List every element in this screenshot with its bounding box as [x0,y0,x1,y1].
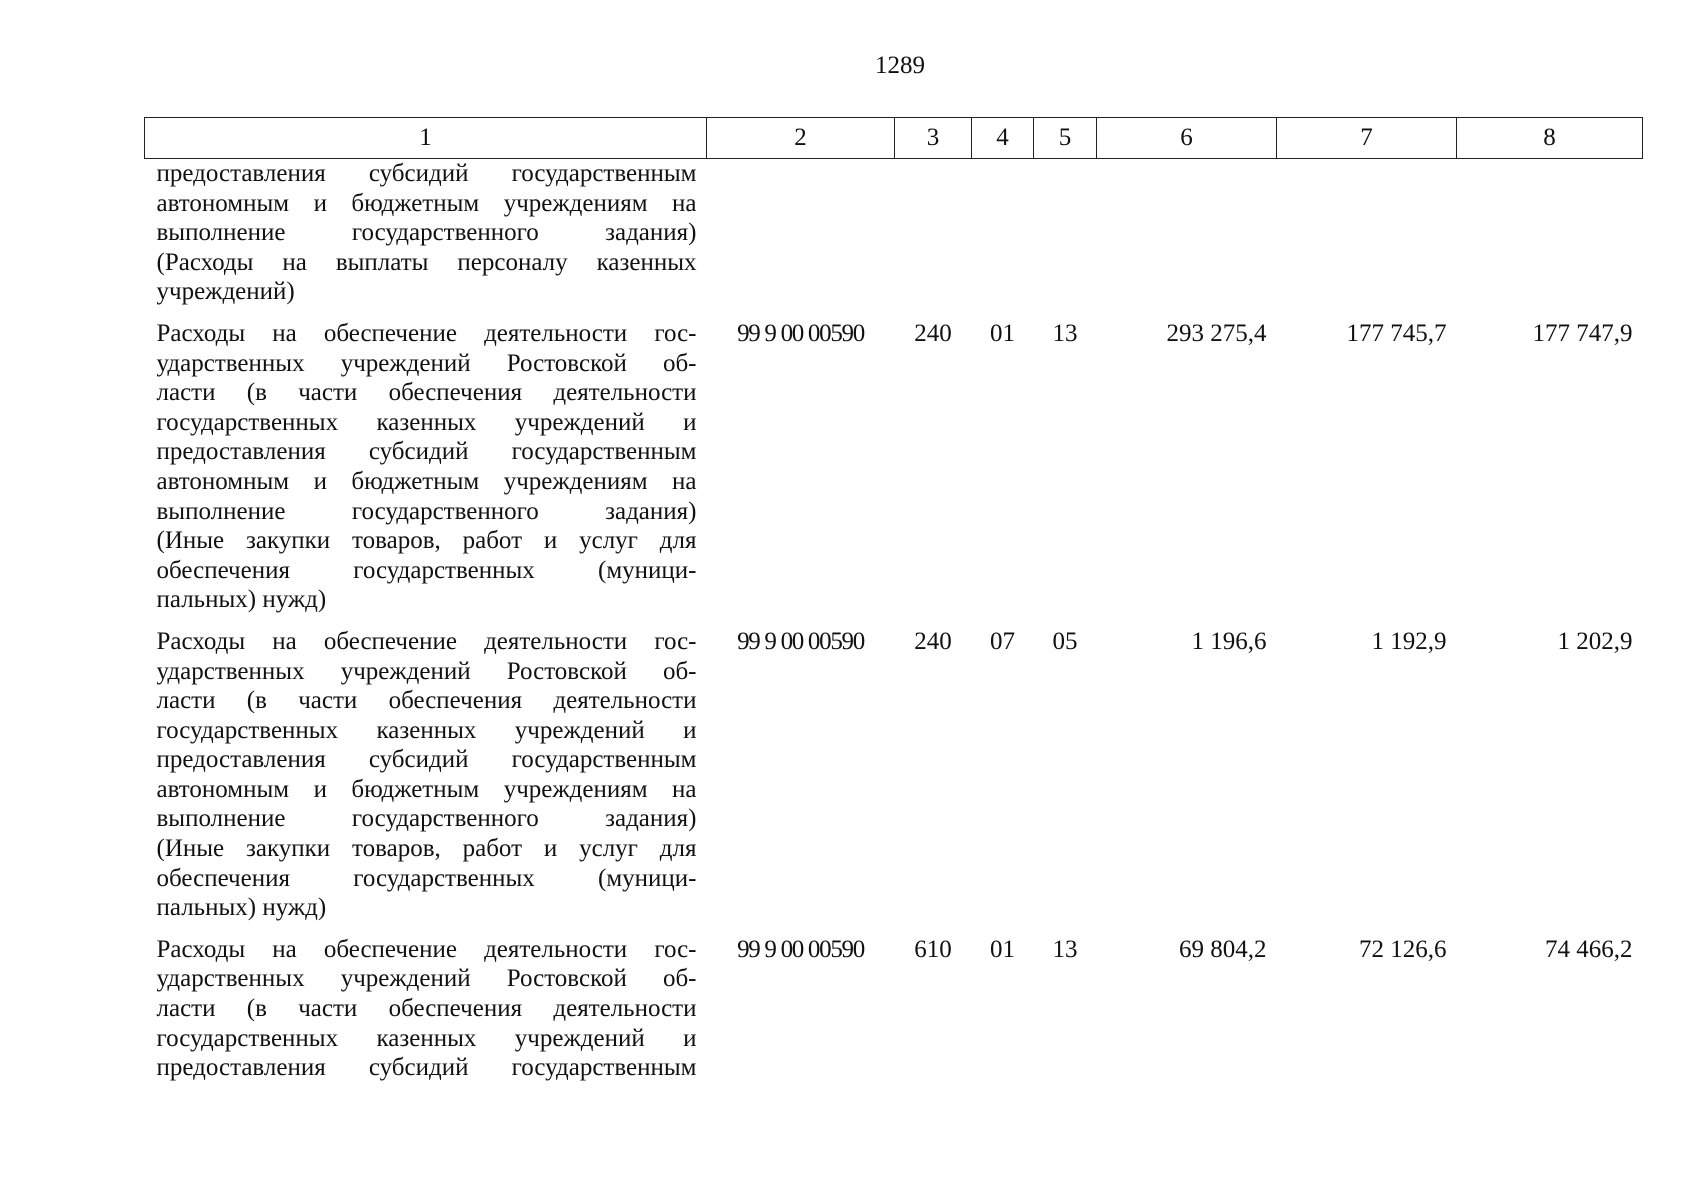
amount-col8-cell: 74 466,2 [1545,935,1633,963]
subsection-cell: 13 [1052,319,1078,347]
description-line: выполнение государственного задания) [156,805,697,833]
amount-col7-cell: 72 126,6 [1359,935,1447,963]
table-row [145,627,1643,923]
description-line: автономным и бюджетным учреждениям на [156,189,697,217]
description-line: (Расходы на выплаты персоналу казенных [156,248,697,276]
subsection-cell: 13 [1052,935,1078,963]
description-line: пальных) нужд) [156,586,327,614]
header-cell: 4 [972,118,1034,159]
section-cell: 01 [990,935,1015,963]
amount-col6-cell: 69 804,2 [1179,935,1267,963]
description-cell [145,159,707,307]
table-row [145,159,1643,307]
description-line: обеспечения государственных (муници- [156,556,697,584]
description-line: ласти (в части обеспечения деятельности [156,379,697,407]
expense-type-cell: 240 [914,319,952,347]
header-cell: 7 [1277,118,1457,159]
description-line: государственных казенных учреждений и [156,1024,697,1052]
column-number-header-row [145,118,1643,159]
header-cell: 2 [707,118,895,159]
description-line: учреждений) [156,278,295,306]
description-line: автономным и бюджетным учреждениям на [156,467,697,495]
budget-code-cell: 99 9 00 00590 [737,935,864,963]
description-line: предоставления субсидий государственным [156,1054,697,1082]
description-line: (Иные закупки товаров, работ и услуг для [156,835,697,863]
page-number: 1289 [875,52,925,79]
description-line: ударственных учреждений Ростовской об- [156,965,697,993]
budget-table [144,117,1643,1083]
budget-code-cell [707,159,895,307]
amount-col8-cell [1457,159,1643,307]
budget-code-cell: 99 9 00 00590 [737,319,864,347]
row-spacer [145,307,1643,319]
table-row [145,319,1643,615]
description-line: ударственных учреждений Ростовской об- [156,657,697,685]
section-cell: 07 [990,627,1015,655]
header-cell: 5 [1034,118,1097,159]
section-cell: 01 [990,319,1015,347]
amount-col6-cell: 1 196,6 [1191,627,1267,655]
table-body [145,159,1643,1083]
amount-col7-cell: 1 192,9 [1371,627,1447,655]
description-line: автономным и бюджетным учреждениям на [156,775,697,803]
subsection-cell [1034,159,1097,307]
budget-code-cell: 99 9 00 00590 [737,627,864,655]
amount-col6-cell: 293 275,4 [1166,319,1267,347]
description-line: пальных) нужд) [156,894,327,922]
description-line: ласти (в части обеспечения деятельности [156,687,697,715]
expense-type-cell [895,159,972,307]
description-line: Расходы на обеспечение деятельности гос- [156,935,697,963]
description-line: государственных казенных учреждений и [156,716,697,744]
row-spacer [145,615,1643,627]
header-cell: 6 [1097,118,1277,159]
header-cell: 8 [1457,118,1643,159]
amount-col8-cell: 177 747,9 [1532,319,1633,347]
section-cell [972,159,1034,307]
description-line: Расходы на обеспечение деятельности гос- [156,627,697,655]
row-spacer [145,923,1643,935]
description-line: предоставления субсидий государственным [156,160,697,187]
description-line: ударственных учреждений Ростовской об- [156,349,697,377]
amount-col7-cell: 177 745,7 [1346,319,1447,347]
description-cell [145,935,707,1083]
subsection-cell: 05 [1052,627,1078,655]
description-line: предоставления субсидий государственным [156,746,697,774]
expense-type-cell: 240 [914,627,952,655]
table-row [145,935,1643,1083]
header-cell: 1 [145,118,707,159]
description-line: выполнение государственного задания) [156,219,697,247]
amount-col8-cell: 1 202,9 [1557,627,1633,655]
amount-col7-cell [1277,159,1457,307]
description-line: ласти (в части обеспечения деятельности [156,995,697,1023]
description-cell [145,627,707,923]
description-line: выполнение государственного задания) [156,497,697,525]
description-line: предоставления субсидий государственным [156,438,697,466]
description-line: государственных казенных учреждений и [156,408,697,436]
expense-type-cell: 610 [914,935,952,963]
budget-table-section [144,117,1642,1083]
description-line: обеспечения государственных (муници- [156,864,697,892]
description-line: (Иные закупки товаров, работ и услуг для [156,527,697,555]
amount-col6-cell [1097,159,1277,307]
header-cell: 3 [895,118,972,159]
description-line: Расходы на обеспечение деятельности гос- [156,319,697,347]
description-cell [145,319,707,615]
